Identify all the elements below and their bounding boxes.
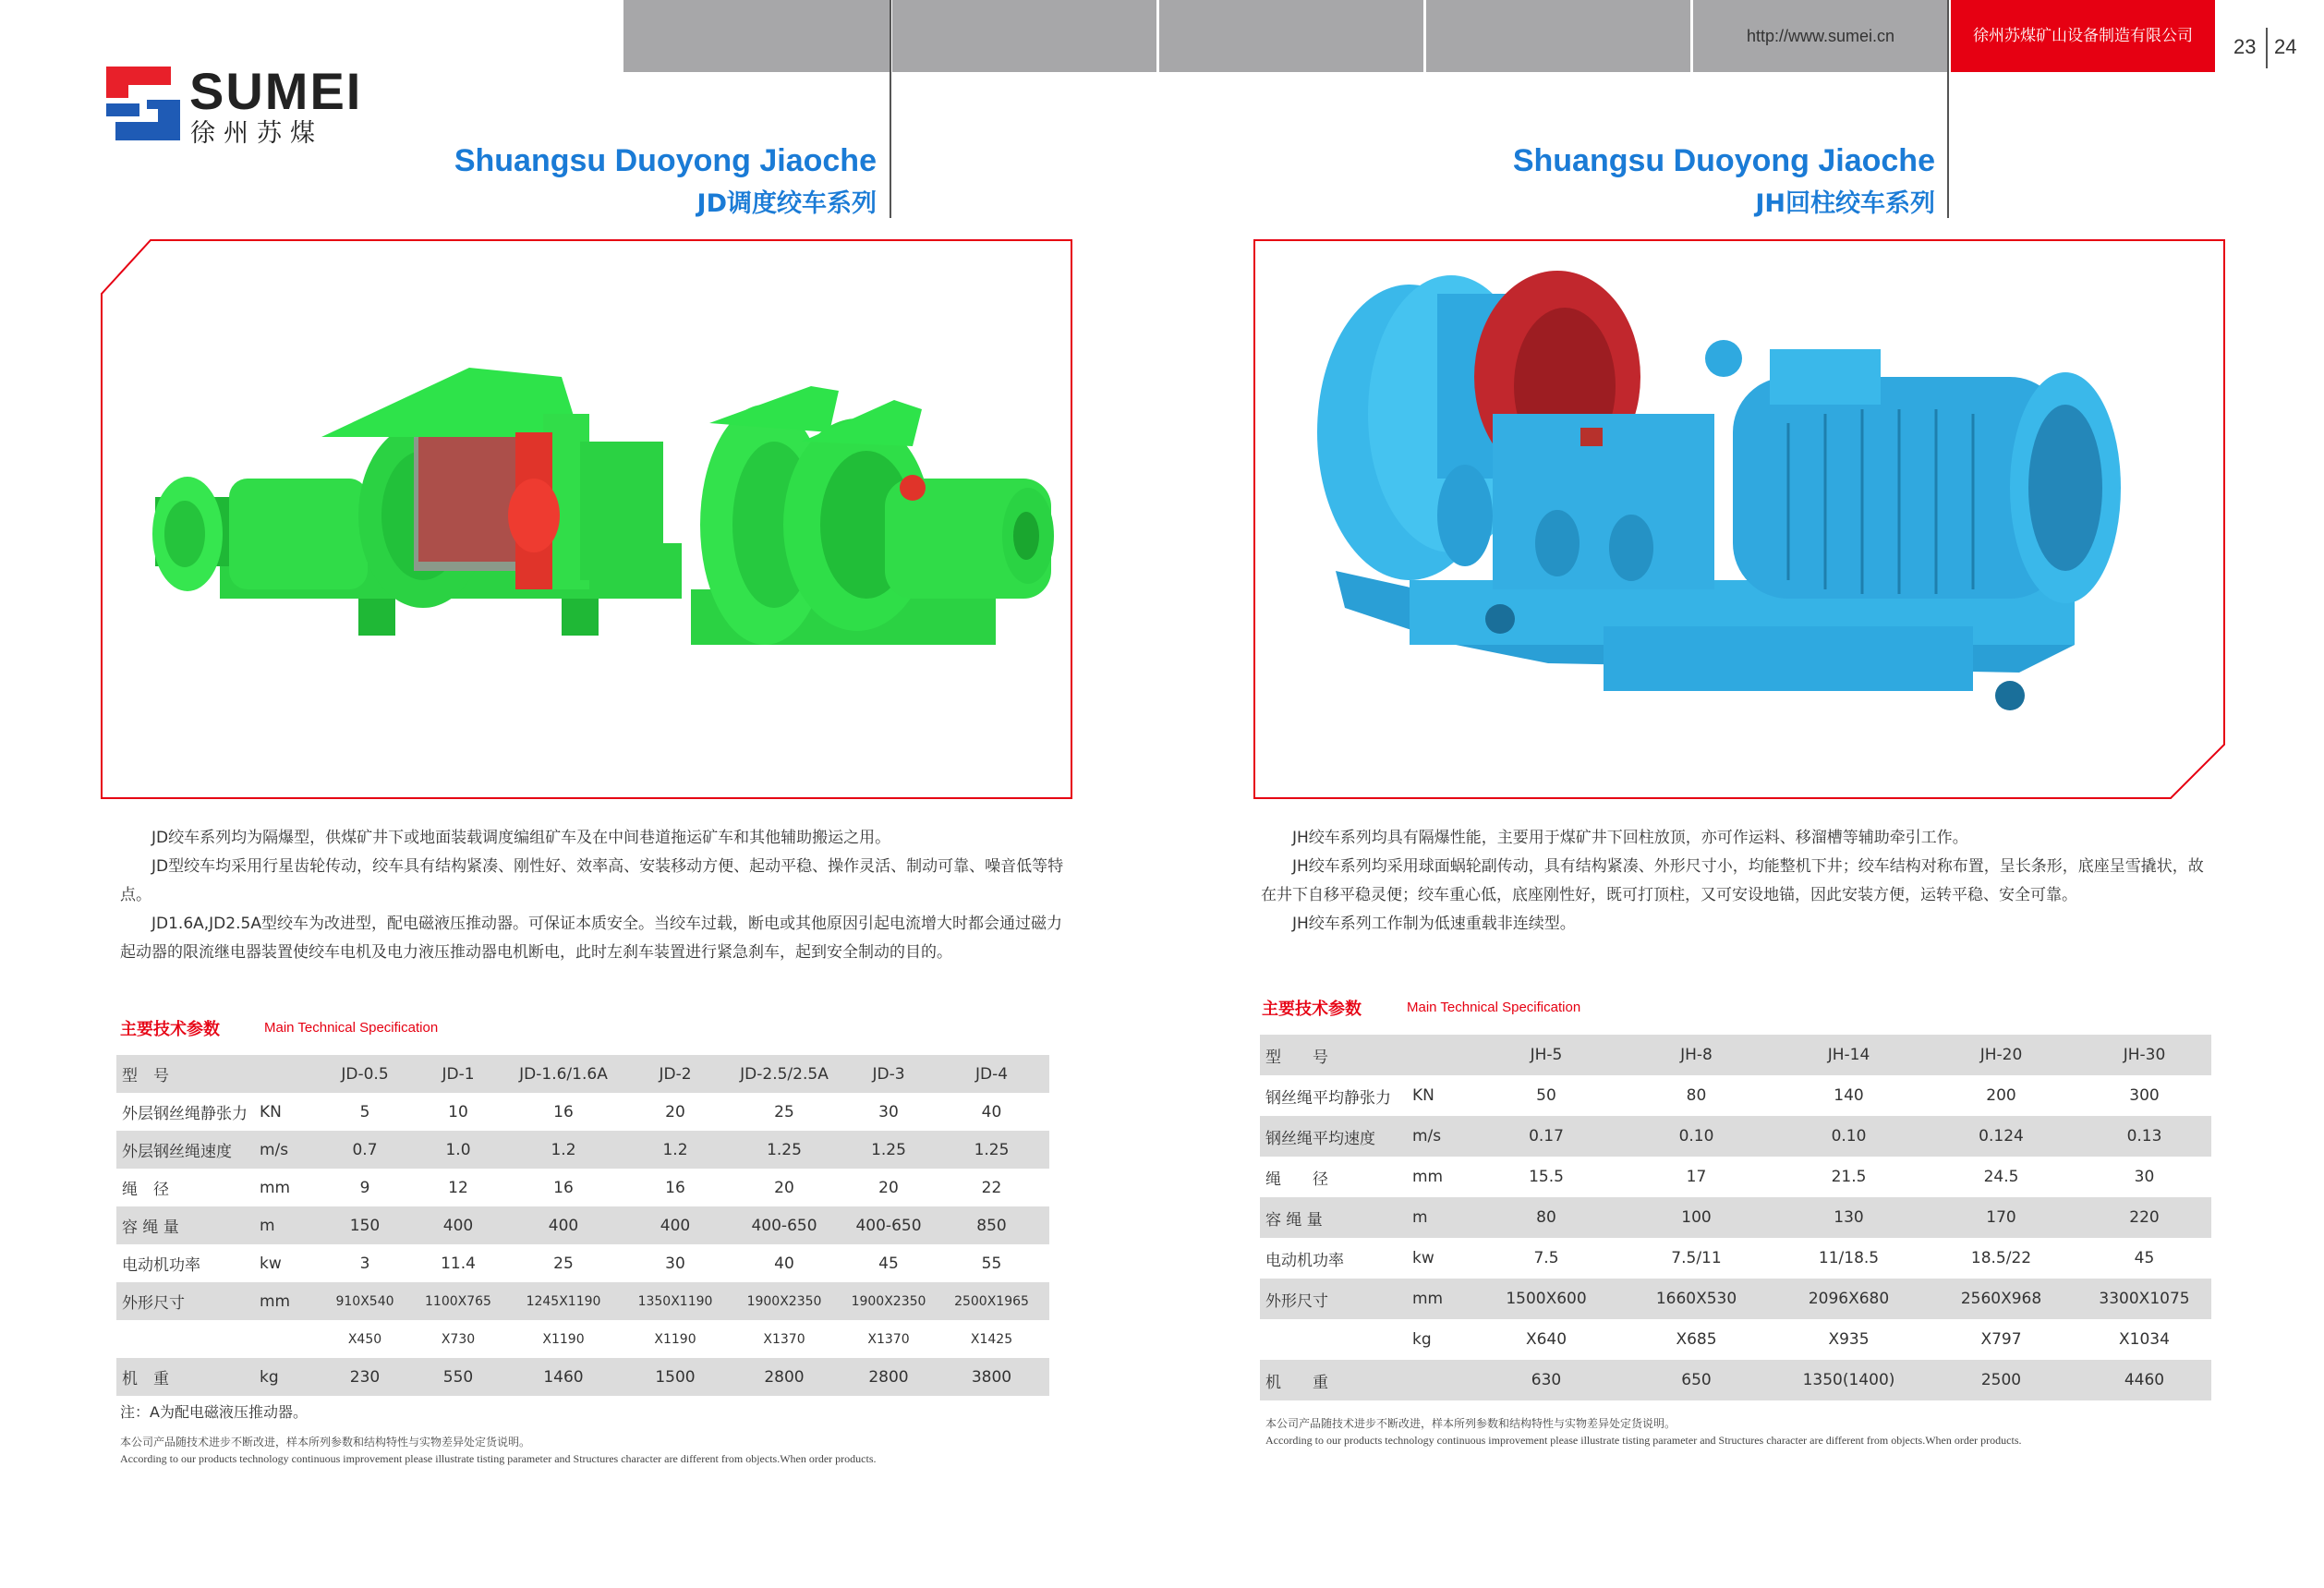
left-paragraph-2: JD型绞车均采用行星齿轮传动，绞车具有结构紧凑、刚性好、效率高、安装移动方便、起动平稳、操作灵活、制动可靠、噪音低等特点。: [120, 857, 1064, 904]
table-cell: X1370: [763, 1331, 805, 1347]
table-cell: 3800: [934, 1358, 1049, 1396]
logo-mark-icon: [106, 67, 180, 140]
jd-spec-table: [116, 1055, 1049, 1396]
header-tab-2: [892, 0, 1156, 72]
row-label: 绳 径: [1265, 1170, 1328, 1189]
left-spec-title: 主要技术参数: [120, 1020, 220, 1039]
table-cell: 400: [415, 1206, 502, 1244]
model-cell: JD-0.5: [315, 1055, 415, 1093]
table-row: [1260, 1360, 2211, 1400]
table-row: [1260, 1238, 2211, 1279]
row-unit: mm: [1412, 1168, 1444, 1186]
table-cell: 16: [553, 1178, 574, 1197]
right-disclaimer-en: According to our products technology continuous improvement please illustrate tisting parameter and Structures character are different from objects.When order products.: [1265, 1434, 2022, 1447]
table-cell: X730: [441, 1331, 476, 1347]
table-cell: 18.5/22: [1970, 1249, 2032, 1267]
model-cell: JH-5: [1472, 1035, 1620, 1075]
table-row: [1260, 1157, 2211, 1197]
row-label: 电动机功率: [1265, 1251, 1344, 1270]
table-cell: 400-650: [725, 1206, 843, 1244]
model-cell: JD-1: [415, 1055, 502, 1093]
model-cell: JD-1.6/1.6A: [502, 1055, 625, 1093]
table-cell: 1350X1190: [625, 1282, 725, 1320]
header-label: 型 号: [116, 1055, 260, 1093]
table-cell: 2500X1965: [934, 1282, 1049, 1320]
row-unit: m: [260, 1206, 315, 1244]
table-header-row: [116, 1055, 1049, 1093]
table-cell: 400: [502, 1206, 625, 1244]
table-cell: 30: [878, 1102, 899, 1121]
row-unit: m/s: [260, 1131, 315, 1169]
table-cell: X1425: [970, 1331, 1013, 1347]
header-tab-3: [1159, 0, 1423, 72]
table-cell: 1500: [625, 1358, 725, 1396]
table-cell: X935: [1828, 1330, 1870, 1349]
page-number-divider: [2266, 28, 2268, 68]
table-cell: 2800: [843, 1358, 934, 1396]
header-label: 型 号: [1260, 1035, 1412, 1075]
right-title-rule: [1947, 0, 1949, 218]
table-cell: 140: [1834, 1086, 1864, 1105]
row-label: 外形尺寸: [1260, 1279, 1412, 1319]
jh-spec-table: [1260, 1035, 2211, 1400]
left-paragraph-3: JD1.6A,JD2.5A型绞车为改进型，配电磁液压推动器。可保证本质安全。当绞车过载，断电或其他原因引起电流增大时都会通过磁力起动器的限流继电器装置使绞车电机及电力液压推动器电机断电，此时左刹车装置进行紧急刹车，起到安全制动的目的。: [120, 915, 1062, 962]
right-spec-title-en: Main Technical Specification: [1407, 1000, 1581, 1015]
table-row: [116, 1244, 1049, 1282]
right-spec-title: 主要技术参数: [1262, 1000, 1362, 1019]
table-cell: 3: [359, 1254, 370, 1273]
model-cell: JH-8: [1620, 1035, 1773, 1075]
table-cell: 1.25: [843, 1131, 934, 1169]
left-title-rule: [890, 0, 891, 218]
row-unit: kg: [260, 1358, 315, 1396]
row-label: 容 绳 量: [1260, 1197, 1412, 1238]
table-cell: 24.5: [1983, 1168, 2019, 1186]
left-title-chinese: JD调度绞车系列: [696, 189, 877, 218]
table-cell: X685: [1676, 1330, 1717, 1349]
row-label: 外层钢丝绳静张力: [122, 1105, 248, 1123]
row-unit: kg: [1412, 1330, 1432, 1349]
header-unit: [260, 1055, 315, 1093]
table-cell: X450: [347, 1331, 382, 1347]
table-cell: 9: [359, 1178, 370, 1197]
table-cell: 400: [625, 1206, 725, 1244]
table-row: [116, 1131, 1049, 1169]
table-row: [116, 1358, 1049, 1396]
table-cell: 40: [981, 1102, 1002, 1121]
table-cell: 0.10: [1773, 1116, 1925, 1157]
left-spec-title-en: Main Technical Specification: [264, 1020, 439, 1036]
logo-chinese-name: 徐州苏煤: [190, 119, 323, 148]
table-cell: 17: [1686, 1168, 1707, 1186]
row-unit: [260, 1320, 315, 1358]
right-description: [1261, 824, 2212, 939]
table-cell: 1500X600: [1472, 1279, 1620, 1319]
row-unit: KN: [1412, 1086, 1434, 1105]
table-cell: 0.13: [2077, 1116, 2211, 1157]
table-cell: 0.17: [1472, 1116, 1620, 1157]
company-name: 徐州苏煤矿山设备制造有限公司: [1973, 27, 2193, 45]
row-unit: mm: [1412, 1279, 1472, 1319]
table-cell: 1350(1400): [1773, 1360, 1925, 1400]
table-row: [1260, 1319, 2211, 1360]
table-cell: 45: [2134, 1249, 2155, 1267]
table-cell: 55: [981, 1254, 1002, 1273]
table-cell: 3300X1075: [2077, 1279, 2211, 1319]
table-cell: 80: [1472, 1197, 1620, 1238]
jh-winch-photo: [1253, 238, 2226, 800]
table-cell: 11/18.5: [1818, 1249, 1880, 1267]
left-table-note: 注：A为配电磁液压推动器。: [120, 1403, 308, 1421]
model-cell: JH-14: [1773, 1035, 1925, 1075]
table-cell: 100: [1620, 1197, 1773, 1238]
table-cell: 10: [448, 1102, 468, 1121]
table-cell: 1660X530: [1620, 1279, 1773, 1319]
table-cell: 20: [878, 1178, 899, 1197]
model-cell: JH-30: [2077, 1035, 2211, 1075]
table-header-row: [1260, 1035, 2211, 1075]
row-unit: kw: [260, 1254, 282, 1273]
row-unit: kw: [1412, 1249, 1434, 1267]
table-cell: 25: [553, 1254, 574, 1273]
table-cell: 1100X765: [415, 1282, 502, 1320]
left-title-english: Shuangsu Duoyong Jiaoche: [454, 143, 877, 178]
right-title-english: Shuangsu Duoyong Jiaoche: [1512, 143, 1935, 178]
table-cell: X1034: [2119, 1330, 2170, 1349]
table-cell: 0.10: [1620, 1116, 1773, 1157]
left-paragraph-1: JD绞车系列均为隔爆型，供煤矿井下或地面装载调度编组矿车及在中间巷道拖运矿车和其他辅助搬运之用。: [151, 829, 891, 847]
row-unit: m/s: [1412, 1116, 1472, 1157]
row-label: 钢丝绳平均静张力: [1265, 1088, 1391, 1108]
model-cell: JD-4: [934, 1055, 1049, 1093]
table-cell: 170: [1925, 1197, 2077, 1238]
table-cell: X1190: [654, 1331, 696, 1347]
table-cell: 5: [359, 1102, 370, 1121]
page-number-right: 24: [2274, 35, 2297, 58]
row-label: 容 绳 量: [116, 1206, 260, 1244]
left-disclaimer-en: According to our products technology continuous improvement please illustrate tisting parameter and Structures character are different from objects.When order products.: [120, 1452, 877, 1465]
row-label: 机 重: [116, 1358, 260, 1396]
table-cell: 130: [1773, 1197, 1925, 1238]
table-cell: 200: [1986, 1086, 2016, 1105]
jd-winch-photo: [100, 238, 1073, 800]
model-cell: JD-3: [843, 1055, 934, 1093]
table-cell: 1.2: [502, 1131, 625, 1169]
table-cell: 4460: [2077, 1360, 2211, 1400]
table-row: [1260, 1279, 2211, 1319]
table-cell: 630: [1472, 1360, 1620, 1400]
table-cell: 220: [2077, 1197, 2211, 1238]
table-row: [116, 1093, 1049, 1131]
table-cell: 16: [553, 1102, 574, 1121]
right-paragraph-3: JH绞车系列工作制为低速重载非连续型。: [1292, 915, 1576, 933]
table-cell: X797: [1980, 1330, 2022, 1349]
table-cell: 300: [2129, 1086, 2160, 1105]
table-cell: 1.25: [725, 1131, 843, 1169]
right-paragraph-1: JH绞车系列均具有隔爆性能，主要用于煤矿井下回柱放顶，亦可作运料、移溜槽等辅助牵引工作。: [1292, 829, 1968, 847]
logo-wordmark: SUMEI: [189, 62, 363, 120]
right-paragraph-2: JH绞车系列均采用球面蜗轮副传动，具有结构紧凑、外形尺寸小，均能整机下井；绞车结构对称布置，呈长条形，底座呈雪撬状，故在井下自移平稳灵便；绞车重心低，底座刚性好，既可打顶柱，又可安设地锚，因此安装方便，运转平稳、安全可靠。: [1261, 857, 2204, 904]
model-cell: JD-2.5/2.5A: [725, 1055, 843, 1093]
row-unit: m: [1412, 1197, 1472, 1238]
website-url[interactable]: http://www.sumei.cn: [1746, 27, 1895, 45]
table-row: [116, 1206, 1049, 1244]
table-cell: 1.25: [934, 1131, 1049, 1169]
row-label: [116, 1320, 260, 1358]
table-cell: 30: [665, 1254, 685, 1273]
table-cell: 15.5: [1529, 1168, 1564, 1186]
table-cell: 7.5/11: [1671, 1249, 1722, 1267]
table-cell: X1190: [542, 1331, 585, 1347]
table-cell: 80: [1686, 1086, 1707, 1105]
left-disclaimer-cn: 本公司产品随技术进步不断改进，样本所列参数和结构特性与实物差异处定货说明。: [120, 1436, 531, 1449]
header-tab-1: [623, 0, 890, 72]
table-cell: X640: [1525, 1330, 1567, 1349]
table-cell: 30: [2134, 1168, 2155, 1186]
table-cell: 7.5: [1533, 1249, 1559, 1267]
table-cell: 1900X2350: [843, 1282, 934, 1320]
table-cell: 12: [448, 1178, 468, 1197]
right-disclaimer-cn: 本公司产品随技术进步不断改进，样本所列参数和结构特性与实物差异处定货说明。: [1265, 1417, 1676, 1430]
table-cell: 22: [981, 1178, 1002, 1197]
header-unit: [1412, 1035, 1472, 1075]
table-cell: 230: [315, 1358, 415, 1396]
table-cell: 0.7: [315, 1131, 415, 1169]
table-cell: 2500: [1925, 1360, 2077, 1400]
table-cell: 2560X968: [1925, 1279, 2077, 1319]
row-unit: [1412, 1360, 1472, 1400]
table-cell: 850: [934, 1206, 1049, 1244]
table-cell: 550: [415, 1358, 502, 1396]
header-url-tab: [1693, 0, 1948, 72]
table-cell: 20: [774, 1178, 794, 1197]
row-label: 外形尺寸: [116, 1282, 260, 1320]
table-row: [1260, 1197, 2211, 1238]
table-cell: 1460: [502, 1358, 625, 1396]
table-row: [1260, 1116, 2211, 1157]
table-row: [116, 1320, 1049, 1358]
page-number-left: 23: [2233, 35, 2257, 58]
table-cell: 1.0: [415, 1131, 502, 1169]
table-cell: 21.5: [1831, 1168, 1867, 1186]
table-row: [1260, 1075, 2211, 1116]
table-cell: 1900X2350: [725, 1282, 843, 1320]
table-cell: 40: [774, 1254, 794, 1273]
table-cell: 16: [665, 1178, 685, 1197]
table-cell: 45: [878, 1254, 899, 1273]
table-cell: 1245X1190: [502, 1282, 625, 1320]
left-description: [120, 824, 1071, 967]
table-cell: 25: [774, 1102, 794, 1121]
table-cell: 650: [1620, 1360, 1773, 1400]
table-cell: 2800: [725, 1358, 843, 1396]
row-unit: mm: [260, 1282, 315, 1320]
table-cell: 910X540: [315, 1282, 415, 1320]
row-label: 电动机功率: [122, 1256, 200, 1275]
table-cell: 1.2: [625, 1131, 725, 1169]
row-unit: mm: [260, 1178, 291, 1197]
right-title-chinese: JH回柱绞车系列: [1755, 189, 1935, 218]
table-cell: 400-650: [843, 1206, 934, 1244]
row-label: 钢丝绳平均速度: [1260, 1116, 1412, 1157]
row-label: 外层钢丝绳速度: [116, 1131, 260, 1169]
table-row: [116, 1169, 1049, 1206]
row-label: 机 重: [1260, 1360, 1412, 1400]
sumei-logo: [106, 62, 374, 148]
row-label: [1260, 1319, 1412, 1360]
header-tab-4: [1426, 0, 1690, 72]
model-cell: JH-20: [1925, 1035, 2077, 1075]
table-cell: 0.124: [1925, 1116, 2077, 1157]
table-cell: 150: [315, 1206, 415, 1244]
row-unit: KN: [260, 1102, 282, 1121]
table-cell: 11.4: [441, 1254, 476, 1273]
table-cell: 50: [1536, 1086, 1556, 1105]
table-row: [116, 1282, 1049, 1320]
table-cell: 20: [665, 1102, 685, 1121]
row-label: 绳 径: [122, 1181, 169, 1199]
header-company-tab: [1951, 0, 2215, 72]
table-cell: X1370: [867, 1331, 910, 1347]
table-cell: 2096X680: [1773, 1279, 1925, 1319]
model-cell: JD-2: [625, 1055, 725, 1093]
